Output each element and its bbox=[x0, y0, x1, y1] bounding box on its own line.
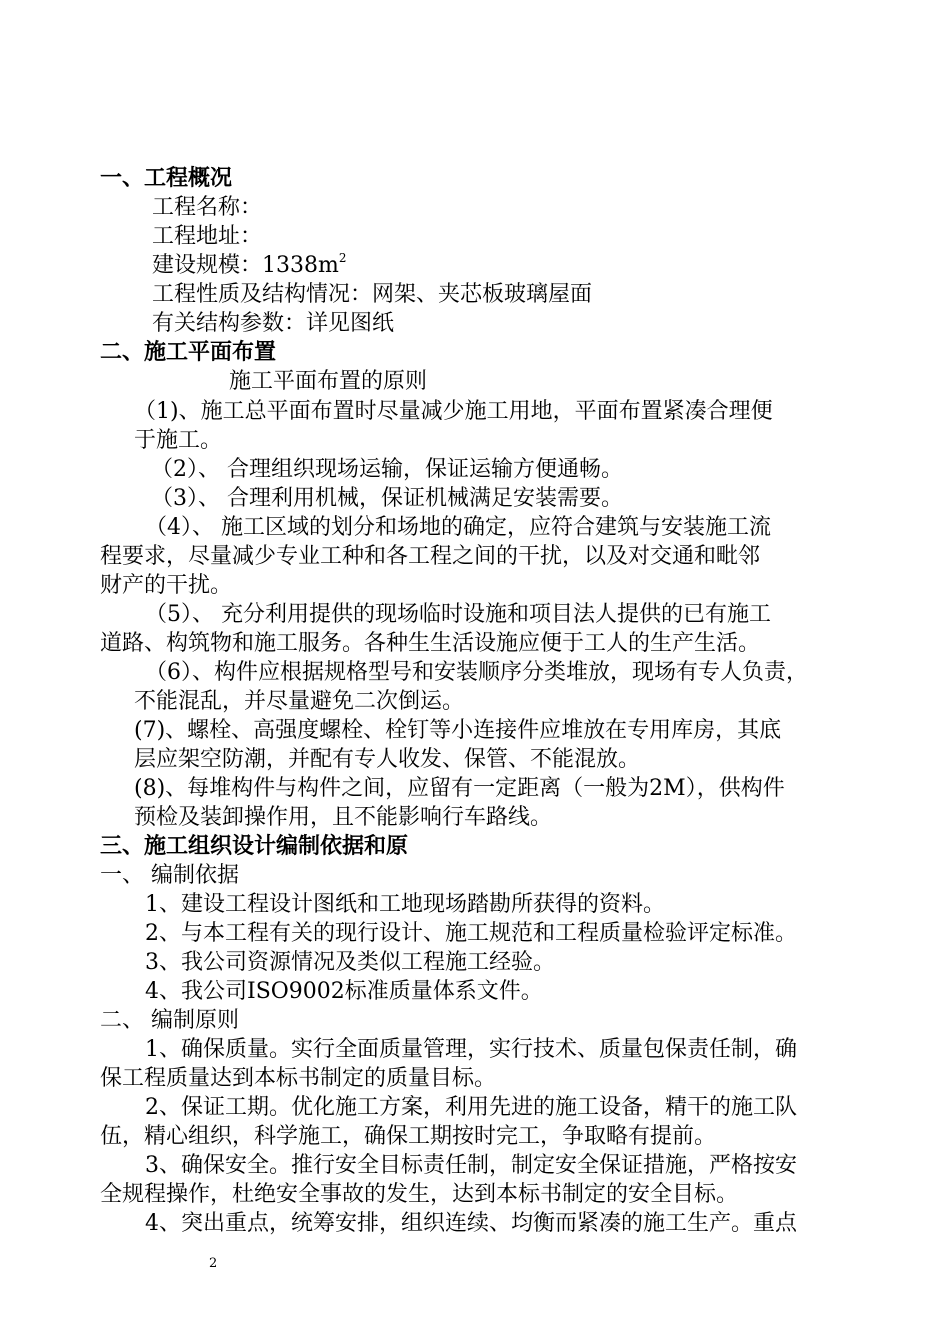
paragraph-line: 道路、构筑物和施工服务。各种生生活设施应便于工人的生产生活。 bbox=[100, 631, 761, 656]
paragraph-line: 预检及装卸操作用，且不能影响行车路线。 bbox=[134, 805, 553, 830]
paragraph-line: （3）、 合理利用机械，保证机械满足安装需要。 bbox=[151, 486, 623, 511]
section-3-heading: 三、施工组织设计编制依据和原 bbox=[100, 834, 409, 859]
paragraph-line: （2）、 合理组织现场运输，保证运输方便通畅。 bbox=[151, 457, 623, 482]
section-2-subheading: 施工平面布置的原则 bbox=[229, 369, 428, 394]
project-address: 工程地址： bbox=[152, 224, 263, 249]
basis-item: 3、我公司资源情况及类似工程施工经验。 bbox=[145, 950, 555, 975]
basis-item: 1、建设工程设计图纸和工地现场踏勘所获得的资料。 bbox=[145, 892, 665, 917]
principle-line: 1、确保质量。实行全面质量管理，实行技术、质量包保责任制，确 bbox=[145, 1037, 797, 1062]
project-name: 工程名称： bbox=[152, 195, 263, 220]
principle-title: 二、 编制原则 bbox=[100, 1008, 239, 1033]
project-nature: 工程性质及结构情况：网架、夹芯板玻璃屋面 bbox=[152, 282, 593, 307]
paragraph-line: （1)、施工总平面布置时尽量减少施工用地，平面布置紧凑合理便 bbox=[134, 399, 773, 424]
basis-item: 2、与本工程有关的现行设计、施工规范和工程质量检验评定标准。 bbox=[145, 921, 797, 946]
paragraph-line: （6）、构件应根据规格型号和安装顺序分类堆放，现场有专人负责， bbox=[145, 660, 808, 685]
paragraph-line: (7)、螺栓、高强度螺栓、栓钉等小连接件应堆放在专用库房，其底 bbox=[134, 718, 782, 743]
principle-line: 2、保证工期。优化施工方案，利用先进的施工设备，精干的施工队 bbox=[145, 1095, 797, 1120]
paragraph-line: 程要求，尽量减少专业工种和各工程之间的干扰，以及对交通和毗邻 bbox=[100, 544, 761, 569]
project-params: 有关结构参数：详见图纸 bbox=[152, 311, 395, 336]
basis-title: 一、 编制依据 bbox=[100, 863, 239, 888]
project-scale-sup: 2 bbox=[338, 251, 347, 265]
page-number: 2 bbox=[209, 1256, 218, 1271]
paragraph-line: 于施工。 bbox=[134, 428, 223, 453]
section-2-heading: 二、施工平面布置 bbox=[100, 340, 277, 365]
principle-line: 3、确保安全。推行安全目标责任制，制定安全保证措施，严格按安 bbox=[145, 1153, 797, 1178]
paragraph-line: 财产的干扰。 bbox=[100, 573, 233, 598]
paragraph-line: (8)、每堆构件与构件之间，应留有一定距离（一般为2M），供构件 bbox=[134, 776, 785, 801]
project-scale-text: 建设规模：1338m bbox=[152, 253, 339, 278]
section-1-heading: 一、工程概况 bbox=[100, 166, 233, 191]
paragraph-line: （4）、 施工区域的划分和场地的确定，应符合建筑与安装施工流 bbox=[145, 515, 771, 540]
paragraph-line: 不能混乱，并尽量避免二次倒运。 bbox=[134, 689, 465, 714]
paragraph-line: 层应架空防潮，并配有专人收发、保管、不能混放。 bbox=[134, 747, 641, 772]
principle-line: 保工程质量达到本标书制定的质量目标。 bbox=[100, 1066, 497, 1091]
project-scale bbox=[152, 252, 347, 280]
principle-line: 全规程操作，杜绝安全事故的发生，达到本标书制定的安全目标。 bbox=[100, 1182, 739, 1207]
basis-item: 4、我公司ISO9002标准质量体系文件。 bbox=[145, 979, 543, 1004]
principle-line: 4、突出重点，统筹安排，组织连续、均衡而紧凑的施工生产。重点 bbox=[145, 1211, 797, 1236]
paragraph-line: （5）、 充分利用提供的现场临时设施和项目法人提供的已有施工 bbox=[145, 602, 771, 627]
principle-line: 伍，精心组织，科学施工，确保工期按时完工，争取略有提前。 bbox=[100, 1124, 717, 1149]
